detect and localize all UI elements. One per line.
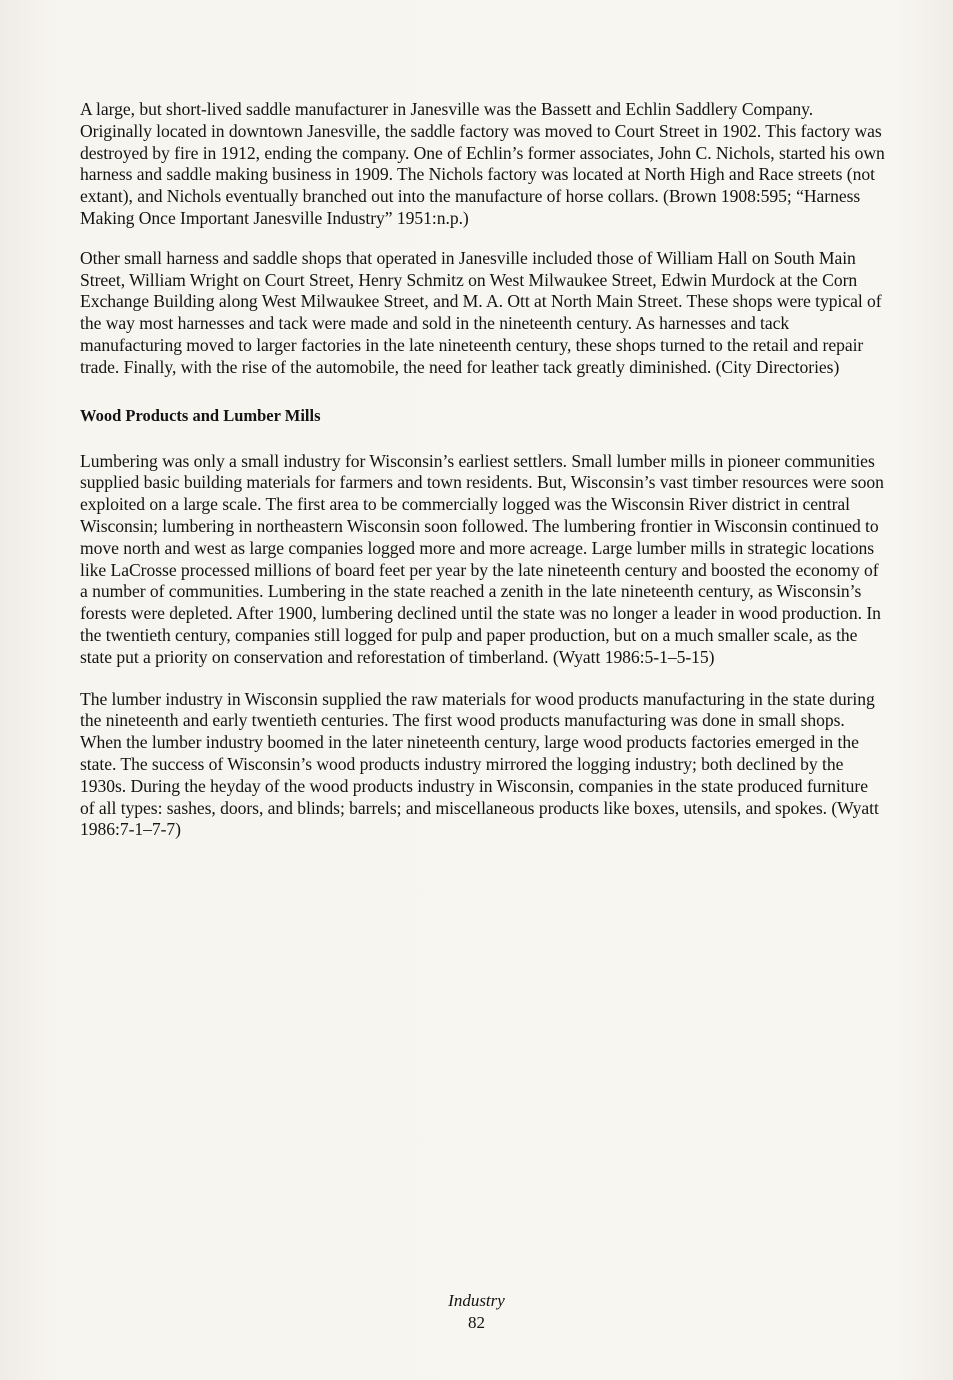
page-body (80, 99, 885, 869)
paragraph-saddlery: A large, but short-lived saddle manufacturer in Janesville was the Bassett and Echlin Saddlery Company. Originally located in downtown Janesville, the saddle factory was moved to Court Street in 1902. This factory was destroyed by fire in 1912, ending the company. One of Echlin’s former associates, John C. Nichols, started his own harness and saddle making business in 1909. The Nichols factory was located at North High and Race streets (not extant), and Nichols eventually branched out into the manufacture of horse collars. (Brown 1908:595; “Harness Making Once Important Janesville Industry” 1951:n.p.) (80, 99, 885, 228)
paragraph-wood-products: The lumber industry in Wisconsin supplied the raw materials for wood products manufacturing in the state during the nineteenth and early twentieth centuries. The first wood products manufacturing was done in small shops. When the lumber industry boomed in the later nineteenth century, large wood products factories emerged in the state. The success of Wisconsin’s wood products industry mirrored the logging industry; both declined by the 1930s. During the heyday of the wood products industry in Wisconsin, companies in the state produced furniture of all types: sashes, doors, and blinds; barrels; and miscellaneous products like boxes, utensils, and spokes. (Wyatt 1986:7-1–7-7) (80, 688, 879, 840)
paragraph-lumbering: Lumbering was only a small industry for Wisconsin’s earliest settlers. Small lumber mills in pioneer communities supplied basic building materials for farmers and town residents. But, Wisconsin’s vast timber resources were soon exploited on a large scale. The first area to be commercially logged was the Wisconsin River district in central Wisconsin; lumbering in northeastern Wisconsin soon followed. The lumbering frontier in Wisconsin continued to move north and west as large companies logged more and more acreage. Large lumber mills in strategic locations like LaCrosse processed millions of board feet per year by the late nineteenth century and boosted the economy of a number of communities. Lumbering in the state reached a zenith in the late nineteenth century, as Wisconsin’s forests were depleted. After 1900, lumbering declined until the state was no longer a leader in wood production. In the twentieth century, companies still logged for pulp and paper production, but on a much smaller scale, as the state put a priority on conservation and reforestation of timberland. (Wyatt 1986:5-1–5-15) (80, 450, 884, 667)
footer-section-title: Industry (448, 1291, 505, 1310)
section-heading: Wood Products and Lumber Mills (80, 405, 321, 425)
page-number: 82 (468, 1313, 485, 1332)
page-footer (0, 1290, 953, 1334)
paragraph-harness-shops: Other small harness and saddle shops that operated in Janesville included those of William Hall on South Main Street, William Wright on Court Street, Henry Schmitz on West Milwaukee Street, Edwin Murdock at the Corn Exchange Building along West Milwaukee Street, and M. A. Ott at North Main Street. These shops were typical of the way most harnesses and tack were made and sold in the nineteenth century. As harnesses and tack manufacturing moved to larger factories in the late nineteenth century, these shops turned to the retail and repair trade. Finally, with the rise of the automobile, the need for leather tack greatly diminished. (City Directories) (80, 247, 882, 377)
